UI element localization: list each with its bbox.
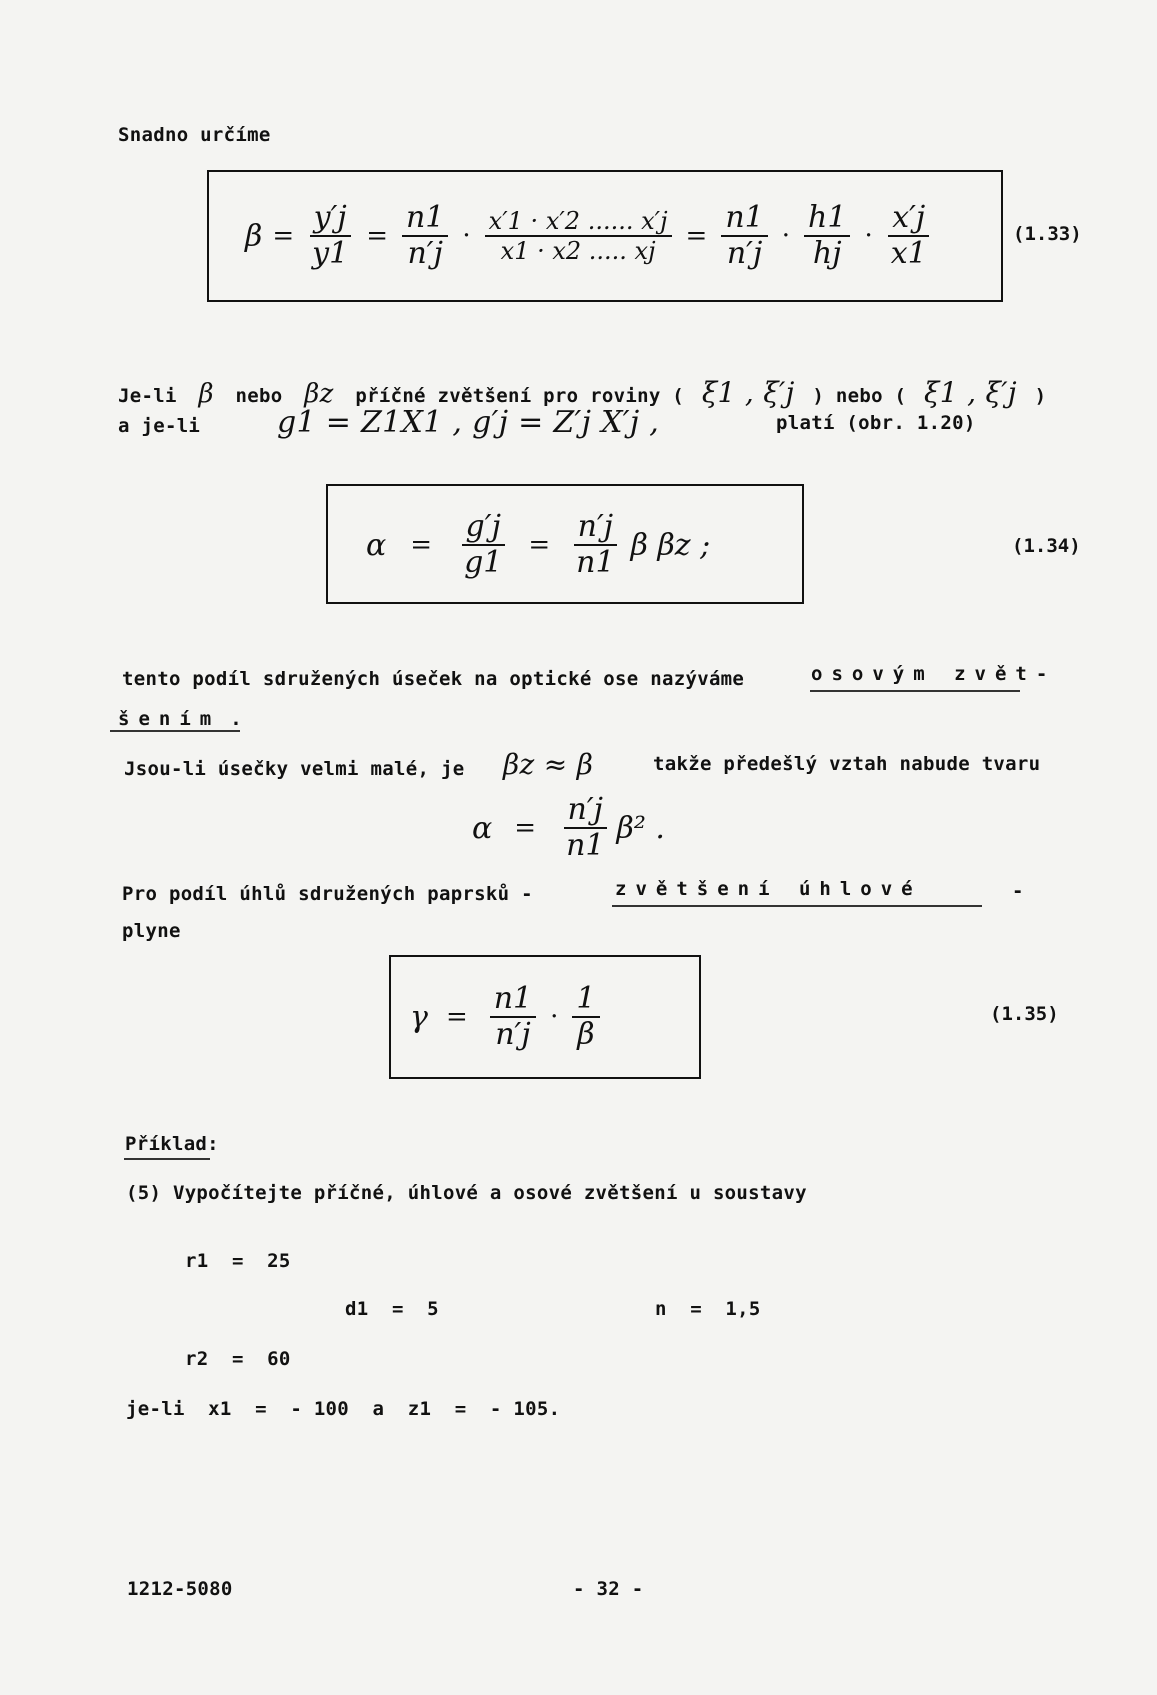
text-line: takže předešlý vztah nabude tvaru (653, 753, 1041, 775)
definition-expression: g1 = Z1X1 , g′j = Z′j X′j , (277, 405, 660, 440)
fraction: $\frac{n'j}{n1}$ (572, 512, 618, 578)
equation-approx: α = $\frac{n'j}{n1}$ β² . (472, 792, 665, 863)
equation-1-35: γ = $\frac{n1}{n'j}$ · $\frac{1}{\beta}$ (410, 977, 604, 1057)
text-line: plyne (122, 920, 181, 942)
emphasized-term: šením . (118, 708, 251, 730)
beta-symbol: β (245, 218, 263, 254)
intro-text: Snadno určíme (118, 124, 271, 146)
equation-number: (1.33) (1013, 223, 1082, 245)
fraction: $\frac{n'j}{n1}$ (562, 795, 608, 861)
parameter-r2: r2 = 60 (185, 1348, 291, 1370)
fraction: $\frac{n1}{n'j}$ (402, 203, 448, 269)
underline (124, 1158, 210, 1160)
emphasized-term: zvětšení úhlové (615, 878, 922, 900)
equation-number: (1.34) (1012, 535, 1081, 557)
task-text: (5) Vypočítejte příčné, úhlové a osové zvětšení u soustavy (126, 1182, 807, 1204)
parameter-d1: d1 = 5 (345, 1298, 439, 1320)
emphasized-term: osovým zvět- (811, 663, 1057, 685)
text-line: tento podíl sdružených úseček na optické ose nazýváme (122, 668, 745, 690)
parameter-r1: r1 = 25 (185, 1250, 291, 1272)
equals-sign: = (272, 221, 295, 251)
text-line: Pro podíl úhlů sdružených paprsků - (122, 883, 533, 905)
fraction: $\frac{x'j}{x1}$ (887, 203, 931, 269)
equation-1-34: α = $\frac{g'j}{g1}$ = $\frac{n'j}{n1}$ β βz ; (366, 509, 711, 580)
text-line: platí (obr. 1.20) (776, 412, 976, 434)
fraction: $\frac{n1}{n'j}$ (721, 203, 767, 269)
document-code: 1212-5080 (127, 1578, 233, 1600)
page-number: - 32 - (573, 1578, 644, 1600)
fraction: $\frac{h1}{hj}$ (804, 203, 850, 269)
example-heading: Příklad: (125, 1133, 219, 1155)
equation-number: (1.35) (990, 1003, 1059, 1025)
text-line: Jsou-li úsečky velmi malé, je (124, 758, 465, 780)
underline (810, 690, 1020, 692)
approx-expression: βz ≈ β (503, 748, 594, 781)
text-line: - (1012, 880, 1024, 902)
fraction: $\frac{x'1 \cdot x'2 ...... x'j}{x1 \cdot x2 ..... xj}$ (485, 209, 672, 263)
fraction: $\frac{y'j}{y1}$ (308, 203, 352, 269)
fraction: $\frac{n1}{n'j}$ (490, 984, 536, 1050)
condition-text: je-li x1 = - 100 a z1 = - 105. (126, 1398, 561, 1420)
fraction: $\frac{1}{\beta}$ (572, 984, 599, 1050)
text-line: a je-li (118, 415, 201, 437)
text-line: Je-li β nebo βz příčné zvětšení pro roviny ( ξ1 , ξ′j ) nebo ( ξ1 , ξ′j ) (118, 376, 1047, 409)
underline (612, 905, 982, 907)
parameter-n: n = 1,5 (655, 1298, 761, 1320)
underline (110, 730, 240, 732)
fraction: $\frac{g'j}{g1}$ (460, 512, 506, 578)
equation-1-33: β = $\frac{y'j}{y1}$ = $\frac{n1}{n'j}$ · $\frac{x'1 \cdot x'2 ...... x'j}{x1 \cdot x2 ..... xj}$ = $\frac{n1}{n'j}$ · $\frac{h1}{hj}$ · $\frac{x'j}{x1}$ (245, 196, 935, 276)
